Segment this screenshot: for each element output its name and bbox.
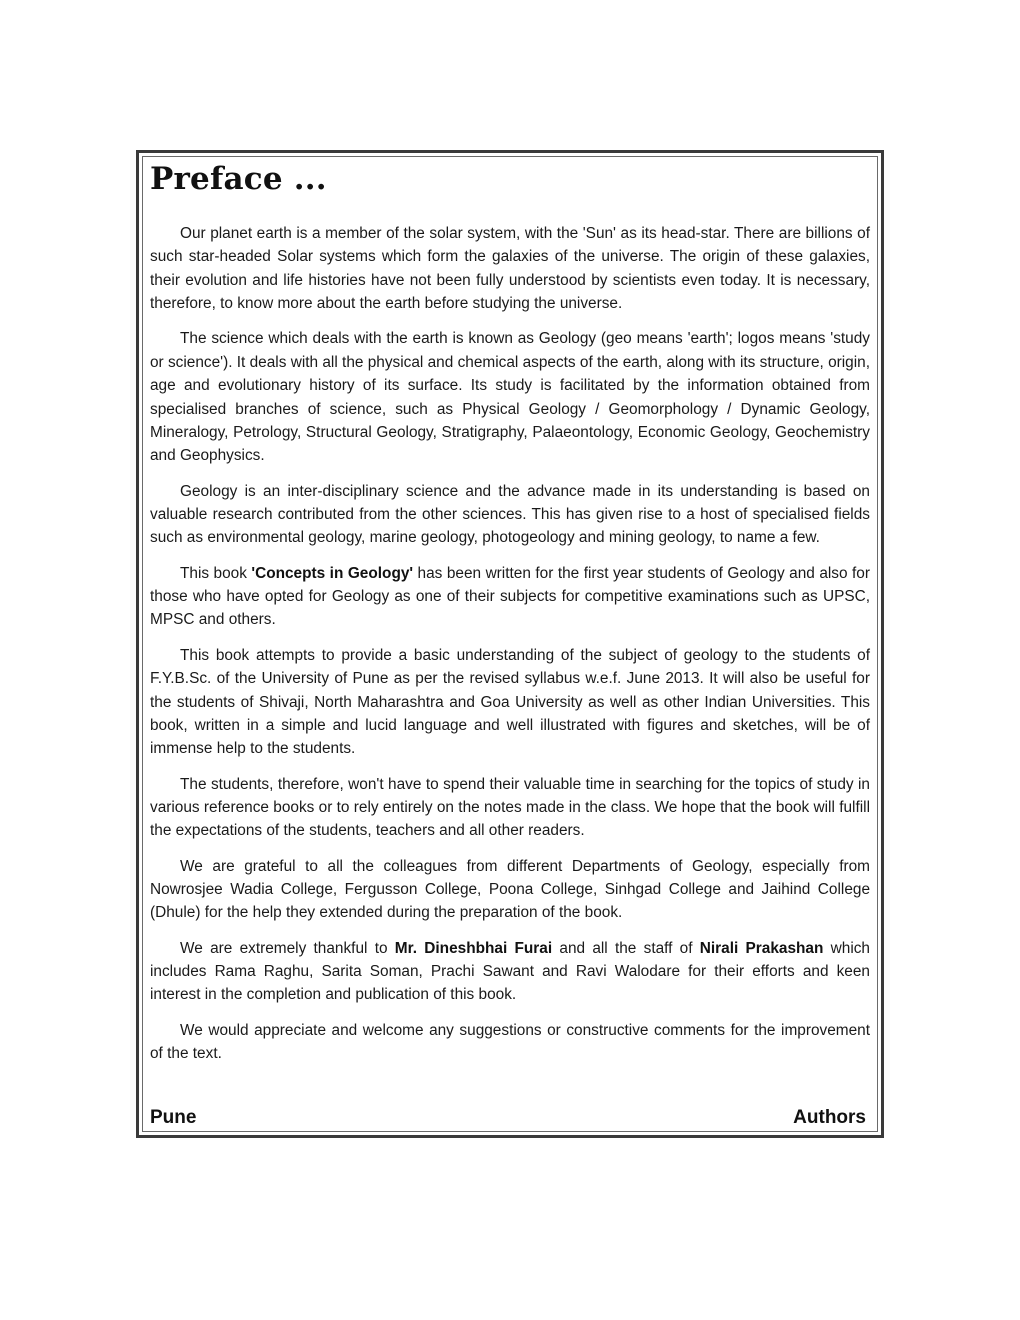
paragraph-text: which includes Rama Raghu, Sarita Soman, Prachi Sawant and Ravi Walodare for their efforts and keen interest in the completion and publication of this book. [150, 939, 870, 1004]
preface-body [150, 222, 870, 1065]
paragraph-text: The students, therefore, won't have to spend their valuable time in searching for the topics of study in various reference books or to rely entirely on the notes made in the class. We hope that the book will fulfill the expectations of the students, teachers and all other readers. [150, 775, 870, 840]
preface-paragraph [150, 855, 870, 925]
paragraph-text: Our planet earth is a member of the solar system, with the 'Sun' as its head-star. There are billions of such star-headed Solar systems which form the galaxies of the universe. The origin of these galaxies, their evolution and life histories have not been fully understood by scientists even today. It is necessary, therefore, to know more about the earth before studying the universe. [150, 225, 870, 313]
paragraph-text: and all the staff of [552, 939, 700, 957]
paragraph-text: This book attempts to provide a basic understanding of the subject of geology to the students of F.Y.B.Sc. of the University of Pune as per the revised syllabus w.e.f. June 2013. It will also be useful for the students of Shivaji, North Maharashtra and Goa University as well as other Indian Universities. This book, written in a simple and lucid language and well illustrated with figures and sketches, will be of immense help to the students. [150, 646, 870, 758]
signature-authors: Authors [793, 1107, 866, 1128]
preface-paragraph [150, 480, 870, 550]
paragraph-text: Geology is an inter-disciplinary science and the advance made in its understanding is based on valuable research contributed from the other sciences. This has given rise to a host of specialised fields such as environmental geology, marine geology, photogeology and mining geology, to name a few. [150, 482, 870, 547]
preface-paragraph [150, 1019, 870, 1066]
preface-paragraph [150, 327, 870, 467]
paragraph-text: We would appreciate and welcome any suggestions or constructive comments for the improvement of the text. [150, 1021, 870, 1062]
paragraph-bold-text: Nirali Prakashan [699, 939, 824, 957]
paragraph-bold-text: Mr. Dineshbhai Furai [394, 939, 553, 957]
signature-line [150, 1105, 866, 1131]
preface-paragraph [150, 222, 870, 316]
page-title: Preface ... [150, 161, 327, 197]
signature-place: Pune [150, 1107, 197, 1128]
preface-paragraph [150, 773, 870, 843]
paragraph-bold-text: 'Concepts in Geology' [251, 564, 414, 582]
paragraph-text: has been written for the first year students of Geology and also for those who have opted for Geology as one of their subjects for competitive examinations such as UPSC, MPSC and others. [150, 564, 870, 629]
paragraph-text: We are extremely thankful to [180, 939, 395, 957]
preface-paragraph [150, 644, 870, 761]
paragraph-text: We are grateful to all the colleagues from different Departments of Geology, especially from Nowrosjee Wadia College, Fergusson College, Poona College, Sinhgad College and Jaihind College (Dhule) for the help they extended during the preparation of the book. [150, 857, 870, 922]
preface-paragraph [150, 937, 870, 1007]
paragraph-text: The science which deals with the earth is known as Geology (geo means 'earth'; logos means 'study or science'). It deals with all the physical and chemical aspects of the earth, along with its structure, origin, age and evolutionary history of its surface. Its study is facilitated by the information obtained from specialised branches of science, such as Physical Geology / Geomorphology / Dynamic Geology, Mineralogy, Petrology, Structural Geology, Stratigraphy, Palaeontology, Economic Geology, Geochemistry and Geophysics. [150, 330, 870, 465]
preface-paragraph [150, 562, 870, 632]
paragraph-text: This book [180, 564, 252, 582]
